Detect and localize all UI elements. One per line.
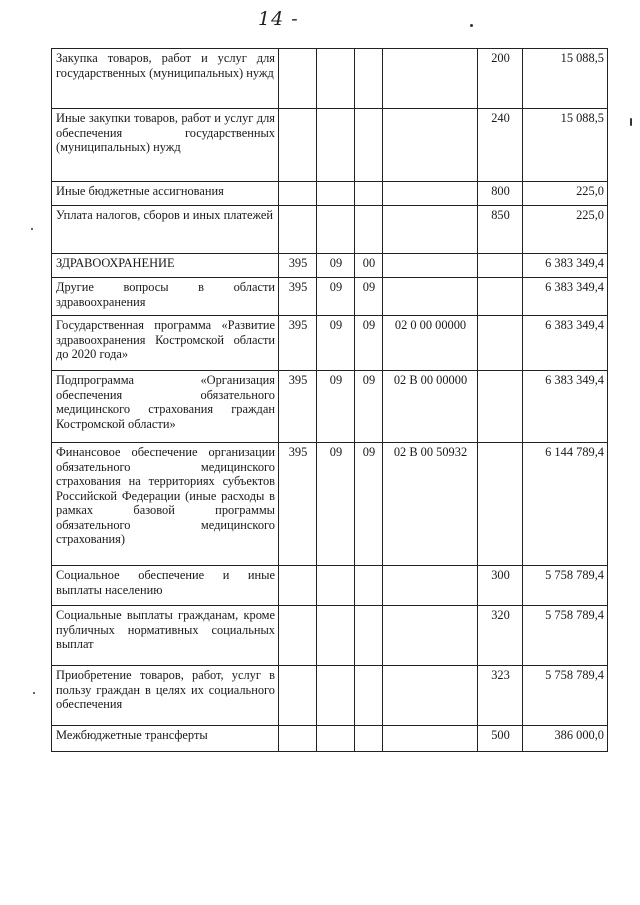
subsection-code-cell — [355, 566, 383, 606]
table-row — [52, 371, 608, 443]
expense-type-cell: 800 — [478, 182, 523, 206]
table-row — [52, 254, 608, 278]
ministry-code-cell — [279, 49, 317, 109]
expense-type-cell — [478, 316, 523, 371]
table-row — [52, 182, 608, 206]
row-name-cell: Другие вопросы в области здравоохранения — [52, 278, 279, 316]
row-name-cell: Приобретение товаров, работ, услуг в пользу граждан в целях их социального обеспечения — [52, 666, 279, 726]
subsection-code-cell — [355, 109, 383, 182]
scan-speck — [33, 692, 35, 694]
expense-type-cell: 200 — [478, 49, 523, 109]
target-code-cell — [383, 606, 478, 666]
target-code-cell — [383, 278, 478, 316]
section-code-cell — [317, 182, 355, 206]
row-name-cell: ЗДРАВООХРАНЕНИЕ — [52, 254, 279, 278]
subsection-code-cell — [355, 182, 383, 206]
section-code-cell: 09 — [317, 316, 355, 371]
amount-cell: 6 383 349,4 — [523, 371, 608, 443]
subsection-code-cell — [355, 606, 383, 666]
target-code-cell — [383, 109, 478, 182]
target-code-cell — [383, 566, 478, 606]
table-row — [52, 49, 608, 109]
subsection-code-cell: 09 — [355, 371, 383, 443]
expense-type-cell: 323 — [478, 666, 523, 726]
target-code-cell — [383, 254, 478, 278]
table-row — [52, 606, 608, 666]
row-name-cell: Межбюджетные трансферты — [52, 726, 279, 752]
table-row — [52, 278, 608, 316]
section-code-cell — [317, 109, 355, 182]
amount-cell: 6 383 349,4 — [523, 278, 608, 316]
budget-table — [51, 48, 608, 752]
table-row — [52, 109, 608, 182]
ministry-code-cell — [279, 606, 317, 666]
table-row — [52, 666, 608, 726]
expense-type-cell — [478, 443, 523, 566]
scan-speck — [31, 228, 33, 230]
table-row — [52, 566, 608, 606]
table-row — [52, 206, 608, 254]
section-code-cell — [317, 49, 355, 109]
amount-cell: 5 758 789,4 — [523, 606, 608, 666]
ministry-code-cell — [279, 182, 317, 206]
scan-speck — [470, 24, 473, 27]
page-number: 14 - — [258, 8, 299, 30]
table-row — [52, 726, 608, 752]
amount-cell: 15 088,5 — [523, 49, 608, 109]
table-row — [52, 443, 608, 566]
section-code-cell: 09 — [317, 278, 355, 316]
row-name-cell: Подпрограмма «Организация обеспечения обязательного медицинского страхования граждан Костромской области» — [52, 371, 279, 443]
section-code-cell: 09 — [317, 443, 355, 566]
amount-cell: 5 758 789,4 — [523, 666, 608, 726]
ministry-code-cell: 395 — [279, 371, 317, 443]
row-name-cell: Государственная программа «Развитие здравоохранения Костромской области до 2020 года» — [52, 316, 279, 371]
row-name-cell: Финансовое обеспечение организации обязательного медицинского страхования на территориях субъектов Российской Федерации (иные расходы в рамках базовой программы обязательного медицинского страхования) — [52, 443, 279, 566]
target-code-cell: 02 0 00 00000 — [383, 316, 478, 371]
ministry-code-cell: 395 — [279, 278, 317, 316]
expense-type-cell: 320 — [478, 606, 523, 666]
section-code-cell — [317, 606, 355, 666]
table-row — [52, 316, 608, 371]
row-name-cell: Социальное обеспечение и иные выплаты населению — [52, 566, 279, 606]
ministry-code-cell: 395 — [279, 316, 317, 371]
row-name-cell: Иные бюджетные ассигнования — [52, 182, 279, 206]
expense-type-cell — [478, 254, 523, 278]
amount-cell: 5 758 789,4 — [523, 566, 608, 606]
subsection-code-cell — [355, 49, 383, 109]
ministry-code-cell — [279, 206, 317, 254]
ministry-code-cell: 395 — [279, 254, 317, 278]
section-code-cell — [317, 206, 355, 254]
subsection-code-cell: 09 — [355, 316, 383, 371]
ministry-code-cell — [279, 109, 317, 182]
subsection-code-cell: 00 — [355, 254, 383, 278]
amount-cell: 225,0 — [523, 206, 608, 254]
ministry-code-cell — [279, 726, 317, 752]
expense-type-cell: 850 — [478, 206, 523, 254]
subsection-code-cell: 09 — [355, 443, 383, 566]
amount-cell: 6 383 349,4 — [523, 254, 608, 278]
section-code-cell — [317, 566, 355, 606]
row-name-cell: Закупка товаров, работ и услуг для государственных (муниципальных) нужд — [52, 49, 279, 109]
row-name-cell: Уплата налогов, сборов и иных платежей — [52, 206, 279, 254]
ministry-code-cell: 395 — [279, 443, 317, 566]
expense-type-cell: 300 — [478, 566, 523, 606]
section-code-cell — [317, 726, 355, 752]
subsection-code-cell — [355, 206, 383, 254]
target-code-cell — [383, 666, 478, 726]
expense-type-cell — [478, 278, 523, 316]
subsection-code-cell — [355, 726, 383, 752]
subsection-code-cell — [355, 666, 383, 726]
amount-cell: 225,0 — [523, 182, 608, 206]
ministry-code-cell — [279, 566, 317, 606]
amount-cell: 6 383 349,4 — [523, 316, 608, 371]
amount-cell: 15 088,5 — [523, 109, 608, 182]
target-code-cell — [383, 206, 478, 254]
target-code-cell: 02 В 00 50932 — [383, 443, 478, 566]
section-code-cell: 09 — [317, 371, 355, 443]
expense-type-cell: 240 — [478, 109, 523, 182]
amount-cell: 6 144 789,4 — [523, 443, 608, 566]
target-code-cell: 02 В 00 00000 — [383, 371, 478, 443]
ministry-code-cell — [279, 666, 317, 726]
amount-cell: 386 000,0 — [523, 726, 608, 752]
subsection-code-cell: 09 — [355, 278, 383, 316]
row-name-cell: Иные закупки товаров, работ и услуг для обеспечения государственных (муниципальных) нужд — [52, 109, 279, 182]
expense-type-cell — [478, 371, 523, 443]
row-name-cell: Социальные выплаты гражданам, кроме публичных нормативных социальных выплат — [52, 606, 279, 666]
section-code-cell: 09 — [317, 254, 355, 278]
section-code-cell — [317, 666, 355, 726]
target-code-cell — [383, 726, 478, 752]
target-code-cell — [383, 49, 478, 109]
expense-type-cell: 500 — [478, 726, 523, 752]
target-code-cell — [383, 182, 478, 206]
scan-speck — [630, 118, 632, 126]
